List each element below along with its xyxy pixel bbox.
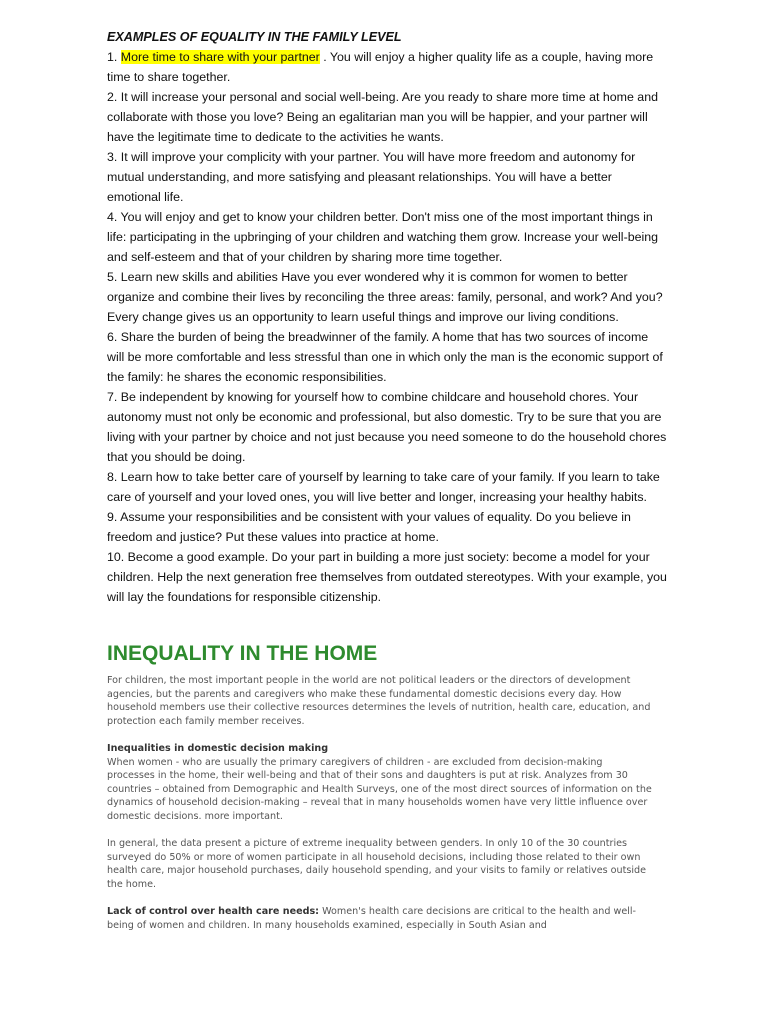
equality-item-3: 3. It will improve your complicity with your partner. You will have more freedom and autonomy for mutual understanding, and more satisfying and pleasant relationships. You will have a better emotional life.: [107, 150, 636, 204]
equality-item-2: 2. It will increase your personal and social well-being. Are you ready to share more time at home and collaborate with those you love? Being an egalitarian man you will be happier, and your partner will have the legitimate time to dedicate to the activities he wants.: [107, 90, 658, 144]
highlighted-text: More time to share with your partner: [120, 50, 320, 64]
decision-making-paragraph: [107, 742, 652, 824]
equality-heading: EXAMPLES OF EQUALITY IN THE FAMILY LEVEL: [107, 30, 402, 44]
equality-item-4: 4. You will enjoy and get to know your children better. Don't miss one of the most important things in life: participating in the upbringing of your children and watching them grow. Increase your well-being and self-esteem and that of your children by sharing more time together.: [107, 210, 659, 264]
inequality-title: INEQUALITY IN THE HOME: [107, 642, 378, 665]
equality-item-5: 5. Learn new skills and abilities Have you ever wondered why it is common for women to better organize and combine their lives by reconciling the three areas: family, personal, and work? And you? Every change gives us an opportunity to learn useful things and improve our living conditions.: [107, 270, 663, 324]
equality-item-10: 10. Become a good example. Do your part in building a more just society: become a model for your children. Help the next generation free themselves from outdated stereotypes. With your example, you will lay the foundations for responsible citizenship.: [107, 550, 667, 604]
equality-item-9: 9. Assume your responsibilities and be consistent with your values of equality. Do you believe in freedom and justice? Put these values into practice at home.: [107, 510, 631, 544]
equality-item-8: 8. Learn how to take better care of yourself by learning to take care of your family. If you learn to take care of yourself and your loved ones, you will live better and longer, increasing your healthy habits.: [107, 470, 660, 504]
health-care-lead: Lack of control over health care needs:: [107, 906, 320, 918]
item-1-text: . You will enjoy a higher quality life as a couple, having more time to share together.: [107, 50, 654, 84]
equality-item-1: [107, 47, 667, 87]
equality-item-6: 6. Share the burden of being the breadwinner of the family. A home that has two sources of income will be more comfortable and less stressful than one in which only the man is the economic support of the family: he shares the economic responsibilities.: [107, 330, 663, 384]
decision-making-text: When women - who are usually the primary caregivers of children - are excluded from decision-making processes in the home, their well-being and that of their sons and daughters is put at risk. Analyzes from 30 countries – obtained from Demographic and Health Surveys, one of the most direct sources of information on the dynamics of household decision-making – reveal that in many households women have very little influence over domestic decisions. more important.: [107, 756, 652, 822]
equality-item-7: 7. Be independent by knowing for yourself how to combine childcare and household chores. Your autonomy must not only be economic and professional, but also domestic. Try to be sure that you are living with your partner by choice and not just because you need someone to do the household chores that you should be doing.: [107, 390, 667, 464]
item-1-number: 1.: [107, 50, 121, 64]
inequality-section: [107, 674, 652, 946]
gender-inequality-paragraph: In general, the data present a picture of extreme inequality between genders. In only 10 of the 30 countries surveyed do 50% or more of women participate in all household decisions, including those related to their own health care, major household purchases, daily household spending, and your visits to family or relatives outside the home.: [107, 838, 647, 890]
inequality-subheading: Inequalities in domestic decision making: [107, 742, 329, 754]
equality-section: [107, 27, 667, 607]
inequality-intro: For children, the most important people in the world are not political leaders or the directors of development agencies, but the parents and caregivers who make these fundamental domestic decisions every day. How household members use their collective resources determines the levels of nutrition, health care, education, and protection each family member receives.: [107, 675, 651, 727]
health-care-paragraph: [107, 905, 652, 932]
health-care-text: Women's health care decisions are critical to the health and well-being of women and children. In many households examined, especially in South Asian and: [107, 906, 637, 931]
